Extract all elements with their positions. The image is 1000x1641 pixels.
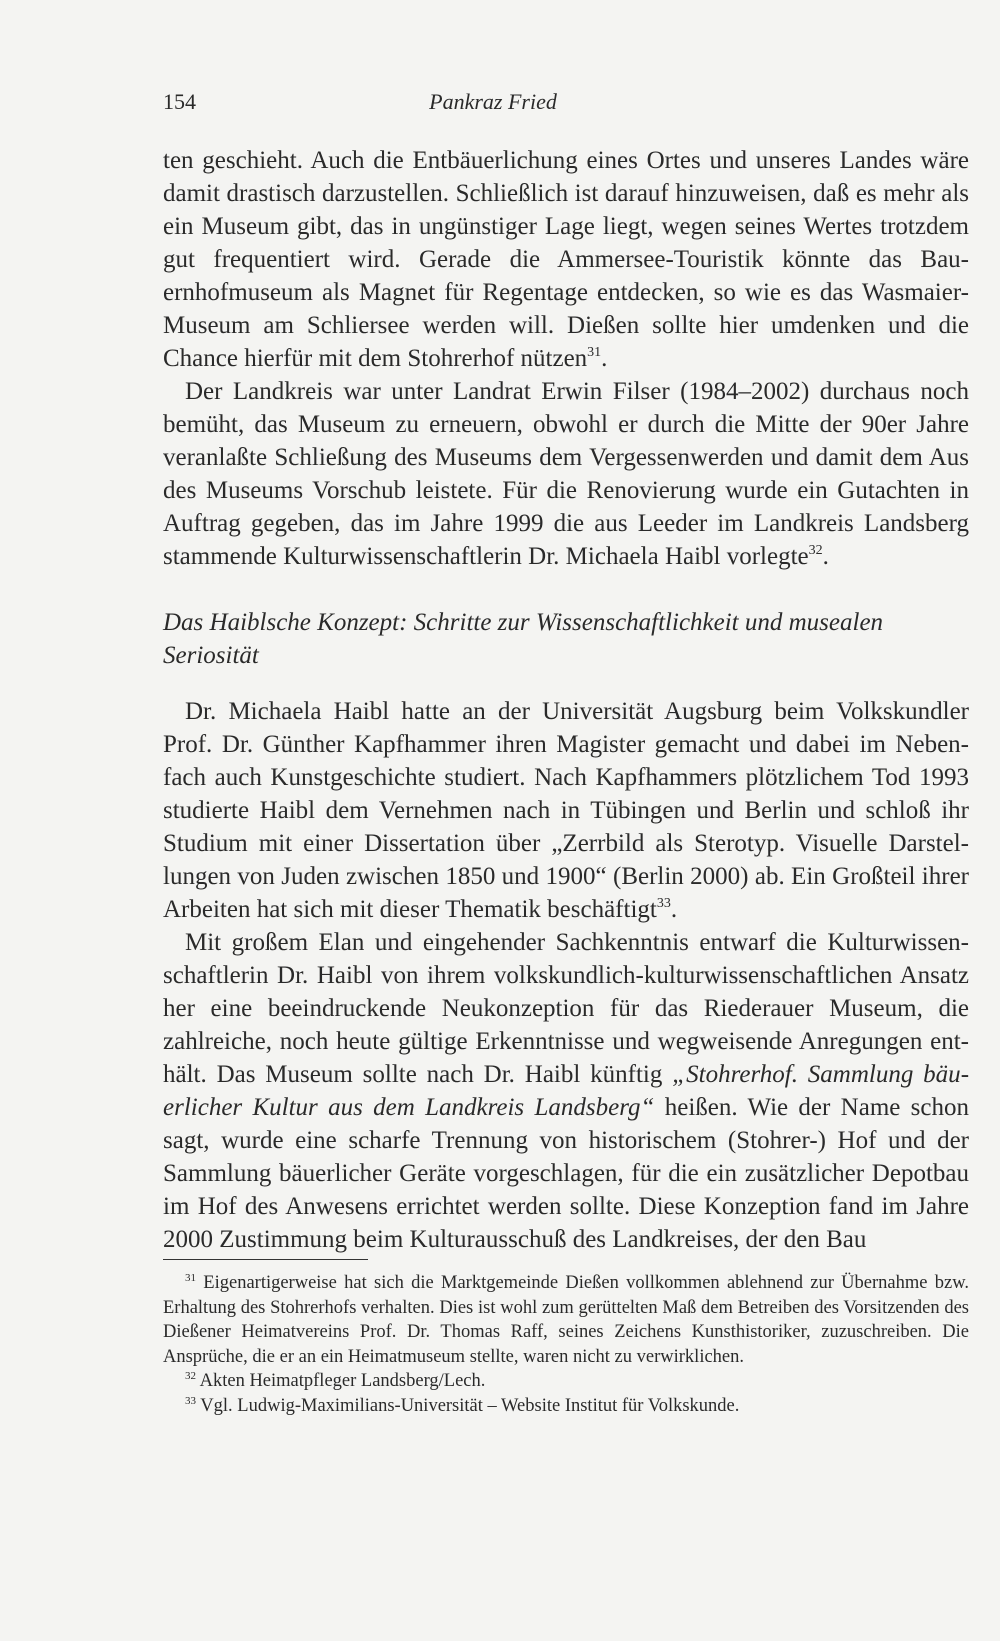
paragraph-3-end: . xyxy=(670,896,678,923)
paragraph-3 xyxy=(163,695,969,926)
paragraph-4-text-before: Mit großem Elan und eingehender Sachkenntnis entwarf die Kulturwissenschaftlerin Dr. Haibl von ihrem volkskundlich-kulturwissenschaftlichen Ansatz her eine beeindruckende Neukonzeption für das Riederauer Museum, die zahlreiche, noch heute gültige Erkenntnisse und wegweisende Anregungen enthält. Das Museum sollte nach Dr. Haibl künftig xyxy=(163,929,969,1088)
paragraph-2-end: . xyxy=(822,543,829,570)
paragraph-1 xyxy=(163,144,969,375)
footnote-32 xyxy=(163,1369,969,1394)
page-number: 154 xyxy=(163,89,196,114)
footnote-33 xyxy=(163,1394,969,1419)
footnote-separator xyxy=(163,1259,368,1260)
museum-title-italic: „Stohrerhof. Sammlung bäuerlicher Kultur aus dem Landkreis Landsberg“ xyxy=(163,1061,970,1121)
body-text xyxy=(163,144,969,1256)
footnotes xyxy=(163,1271,969,1418)
section-heading: Das Haiblsche Konzept: Schritte zur Wissenschaftlichkeit und musealen Seriosität xyxy=(163,609,884,669)
footnote-ref-32[interactable]: 32 xyxy=(808,543,823,558)
footnote-number-33: 33 xyxy=(185,1394,196,1407)
paragraph-4 xyxy=(163,926,969,1256)
running-head: Pankraz Fried xyxy=(429,89,557,114)
footnote-number-32: 32 xyxy=(185,1370,196,1382)
footnote-ref-33[interactable]: 33 xyxy=(656,896,671,911)
paragraph-4-text-after: heißen. Wie der Name schon sagt, wurde eine scharfe Trennung von historischem (Stohrer-) Hof und der Sammlung bäuerlicher Geräte vorgeschlagen, für die ein zusätzlicher Depotbau im Hof des Anwesens errichtet werden sollte. Diese Konzeption fand im Jahre 2000 Zustimmung beim Kulturausschuß des Landkreises, der den Bau xyxy=(163,1094,969,1253)
paragraph-2 xyxy=(163,375,969,573)
footnote-number-31: 31 xyxy=(185,1272,196,1284)
footnote-text-31: Eigenartigerweise hat sich die Marktgemeinde Dießen vollkommen ablehnend zur Übernahme bzw. Erhaltung des Stohrerhofs verhalten. Dies ist wohl zum gerüttelten Maß dem Betreiben des Vorsitzenden des Dießener Heimatvereins Prof. Dr. Thomas Raff, seines Zeichens Kunsthistoriker, zuzuschreiben. Die Ansprüche, die er an ein Heimatmuseum stellte, waren nicht zu verwirklichen. xyxy=(163,1273,969,1367)
footnote-31 xyxy=(163,1271,969,1369)
paragraph-1-text: ten geschieht. Auch die Entbäuerlichung eines Ortes und unseres Landes wäre damit drastisch darzustellen. Schließlich ist darauf hinzuweisen, daß es mehr als ein Museum gibt, das in ungünstiger Lage liegt, wegen seines Wertes trotzdem gut frequentiert wird. Gerade die Ammersee-Touristik könnte das Bauernhofmuseum als Magnet für Regentage entdecken, so wie es das Wasmaier-Museum am Schliersee werden will. Dießen sollte hier umdenken und die Chance hierfür mit dem Stohrerhof nützen xyxy=(163,147,969,372)
footnote-ref-31[interactable]: 31 xyxy=(587,345,602,360)
paragraph-3-text: Dr. Michaela Haibl hatte an der Universität Augsburg beim Volkskundler Prof. Dr. Günther Kapfhammer ihren Magister gemacht und dabei im Nebenfach auch Kunstgeschichte studiert. Nach Kapfhammers plötzlichem Tod 1993 studierte Haibl dem Vernehmen nach in Tübingen und Berlin und schloß ihr Studium mit einer Dissertation über „Zerrbild als Sterotyp. Visuelle Darstellungen von Juden zwischen 1850 und 1900“ (Berlin 2000) ab. Ein Großteil ihrer Arbeiten hat sich mit dieser Thematik beschäftigt xyxy=(163,698,969,923)
page-header xyxy=(163,86,823,118)
footnote-text-32: Akten Heimatpfleger Landsberg/Lech. xyxy=(199,1371,486,1391)
paragraph-1-end: . xyxy=(601,345,608,372)
footnote-text-33: Vgl. Ludwig-Maximilians-Universität – Website Institut für Volkskunde. xyxy=(200,1395,740,1416)
paragraph-2-text: Der Landkreis war unter Landrat Erwin Filser (1984–2002) durchaus noch bemüht, das Museum zu erneuern, obwohl er durch die Mitte der 90er Jahre veranlaßte Schließung des Museums dem Vergessenwerden und damit dem Aus des Museums Vorschub leistete. Für die Renovierung wurde ein Gutachten in Auftrag gegeben, das im Jahre 1999 die aus Leeder im Landkreis Landsberg stammende Kulturwissenschaftlerin Dr. Michaela Haibl vorlegte xyxy=(163,378,969,570)
